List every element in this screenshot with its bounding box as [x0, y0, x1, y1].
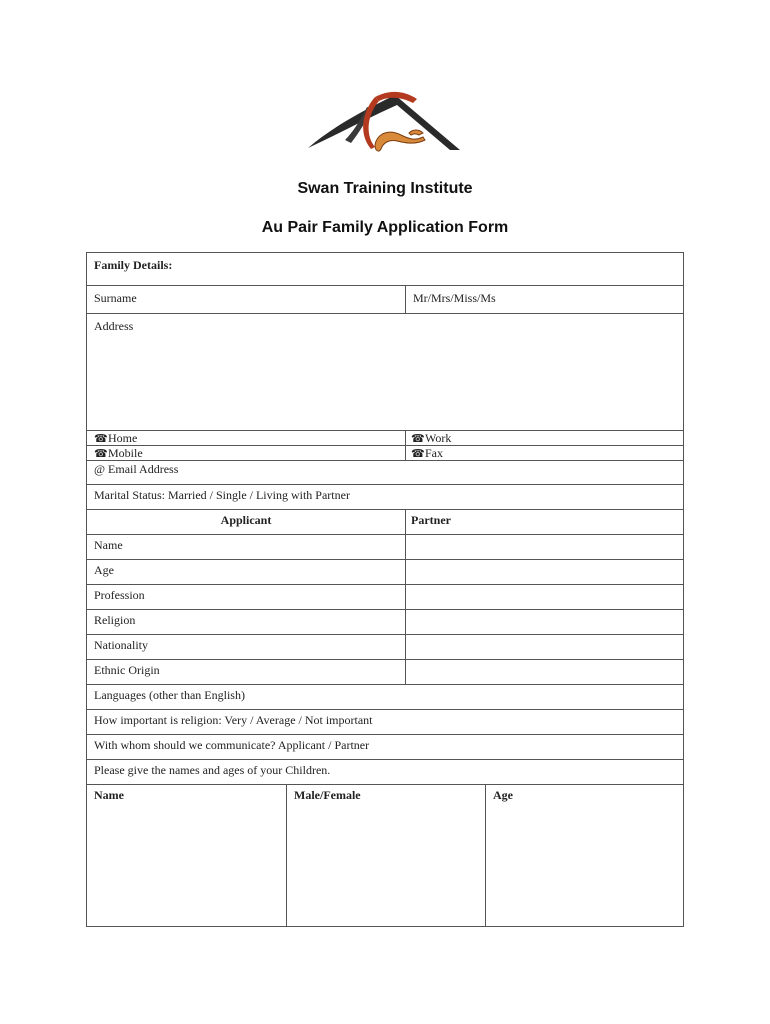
home-label: Home	[108, 431, 138, 445]
partner-name-field[interactable]	[405, 535, 683, 559]
email-label: @ Email Address	[94, 462, 179, 476]
applicant-header-row	[87, 510, 683, 535]
marital-status-label: Marital Status: Married / Single / Living with Partner	[94, 488, 350, 502]
title-field[interactable]	[405, 286, 683, 313]
child-age-header: Age	[493, 788, 513, 802]
address-row	[87, 314, 683, 431]
home-phone-field[interactable]	[87, 431, 405, 445]
applicant-column-header: Applicant	[220, 513, 272, 527]
communicate-label: With whom should we communicate? Applicant / Partner	[94, 738, 370, 752]
row-label: Age	[94, 563, 114, 577]
row-label: Profession	[94, 588, 145, 602]
communicate-row	[87, 735, 683, 760]
child-gender-header: Male/Female	[294, 788, 361, 802]
mobile-fax-row	[87, 446, 683, 461]
children-prompt: Please give the names and ages of your Children.	[94, 763, 331, 777]
religion-importance-row	[87, 710, 683, 735]
title-options-label: Mr/Mrs/Miss/Ms	[413, 291, 496, 305]
mobile-field[interactable]	[87, 446, 405, 460]
work-label: Work	[425, 431, 452, 445]
applicant-name-field[interactable]	[87, 535, 405, 559]
address-label: Address	[94, 319, 134, 333]
fax-label: Fax	[425, 446, 443, 460]
child-name-field[interactable]	[87, 785, 286, 926]
languages-label: Languages (other than English)	[94, 688, 245, 702]
institute-name: Swan Training Institute	[297, 180, 473, 197]
work-phone-field[interactable]	[405, 431, 683, 445]
children-table	[87, 785, 683, 926]
phone-icon: ☎	[411, 448, 425, 460]
marital-status-row	[87, 485, 683, 510]
partner-ethnic-origin-field[interactable]	[405, 660, 683, 684]
family-details-heading: Family Details:	[94, 258, 173, 272]
surname-field[interactable]	[87, 286, 405, 313]
religion-importance-field[interactable]	[87, 710, 683, 734]
applicant-age-field[interactable]	[87, 560, 405, 584]
table-row	[87, 535, 683, 560]
applicant-profession-field[interactable]	[87, 585, 405, 609]
swan-logo	[305, 85, 465, 165]
application-form	[86, 252, 684, 927]
applicant-nationality-field[interactable]	[87, 635, 405, 659]
child-name-header: Name	[94, 788, 124, 802]
religion-importance-label: How important is religion: Very / Average / Not important	[94, 713, 373, 727]
surname-label: Surname	[94, 291, 137, 305]
marital-status-field[interactable]	[87, 485, 683, 509]
row-label: Nationality	[94, 638, 148, 652]
row-label: Name	[94, 538, 123, 552]
phone-icon: ☎	[94, 433, 108, 445]
table-row	[87, 635, 683, 660]
email-field[interactable]	[87, 461, 683, 484]
table-row	[87, 660, 683, 685]
partner-profession-field[interactable]	[405, 585, 683, 609]
child-gender-field[interactable]	[286, 785, 485, 926]
mobile-label: Mobile	[108, 446, 143, 460]
table-row	[87, 610, 683, 635]
child-age-field[interactable]	[485, 785, 683, 926]
applicant-ethnic-origin-field[interactable]	[87, 660, 405, 684]
home-work-row	[87, 431, 683, 446]
communicate-field[interactable]	[87, 735, 683, 759]
partner-column-header: Partner	[405, 510, 683, 534]
email-row	[87, 461, 683, 485]
family-details-row	[87, 253, 683, 286]
partner-age-field[interactable]	[405, 560, 683, 584]
languages-field[interactable]	[87, 685, 683, 709]
table-row	[87, 560, 683, 585]
table-row	[87, 585, 683, 610]
fax-field[interactable]	[405, 446, 683, 460]
children-prompt-row	[87, 760, 683, 785]
applicant-religion-field[interactable]	[87, 610, 405, 634]
row-label: Ethnic Origin	[94, 663, 160, 677]
row-label: Religion	[94, 613, 136, 627]
partner-nationality-field[interactable]	[405, 635, 683, 659]
address-field[interactable]	[87, 314, 683, 430]
phone-icon: ☎	[411, 433, 425, 445]
languages-row	[87, 685, 683, 710]
form-title: Au Pair Family Application Form	[261, 219, 509, 236]
surname-row	[87, 286, 683, 314]
phone-icon: ☎	[94, 448, 108, 460]
partner-religion-field[interactable]	[405, 610, 683, 634]
